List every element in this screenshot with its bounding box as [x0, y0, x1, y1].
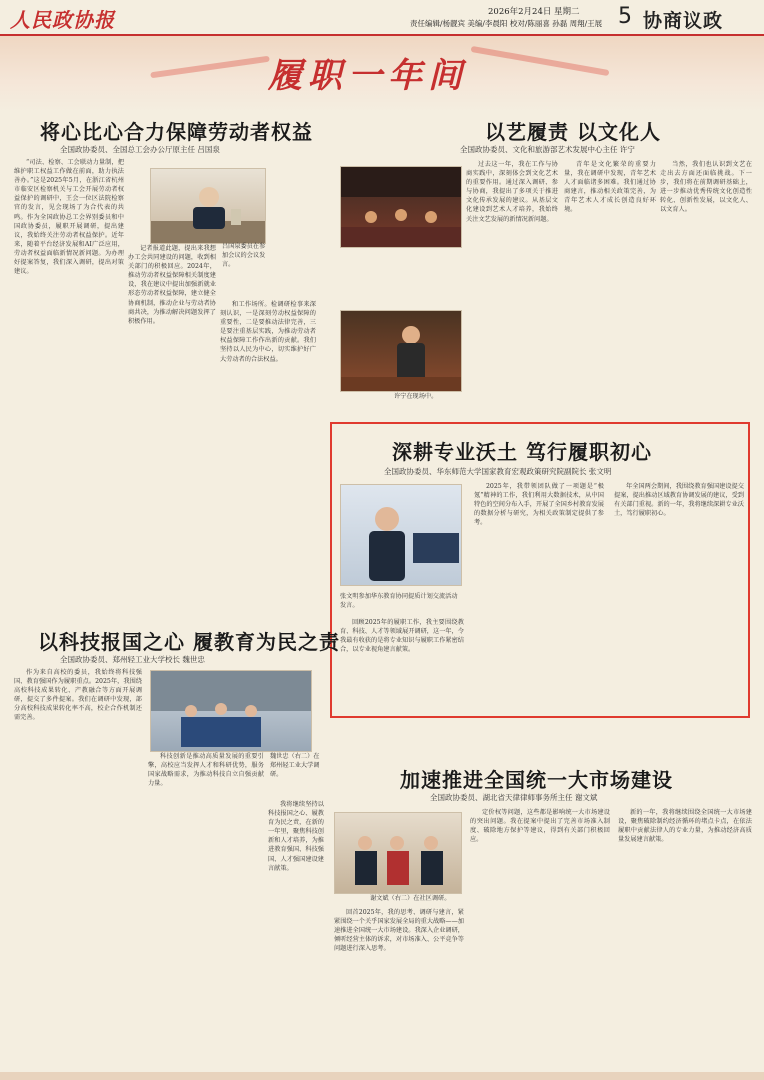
labor-article-byline: 全国政协委员、全国总工会办公厅原主任 吕国泉: [60, 145, 220, 154]
science-article-byline: 全国政协委员、郑州轻工业大学校长 魏世忠: [60, 655, 205, 664]
science-text-col-1: 作为来自高校的委员，我始终将科技强国、教育强国作为履职重点。2025年，我围绕高校科技成果转化、产教融合等方面开展调研，提交了多件提案。我们在调研中发现，部分高校科技成果转化率不高，校企合作机制还需完善。: [14, 669, 142, 722]
feature-text-col-3: 年全国两会期间，我围绕教育强国建设提交提案，提出推动区域教育协调发展的建议，受到有关部门重视。新的一年，我将继续深耕专业沃土，笃行履职初心。: [614, 483, 744, 518]
featured-article-box: [330, 422, 750, 718]
section-title: 协商议政: [643, 10, 724, 32]
page-number: 5: [618, 4, 632, 29]
market-text-col-1: 回首2025年，我的思考、调研与建言，紧紧围绕一个关乎国家发展全局的重大战略——加速推进全国统一大市场建设。我深入企业调研，倾听经营主体的诉求，对市场准入、公平竞争等问题进行深入思考。: [334, 909, 464, 953]
market-text-col-2: 定价权等问题，这些都是影响统一大市场建设的突出问题。我在提案中提出了完善市场准入制度、破除地方保护等建议，得到有关部门积极回应。: [470, 809, 610, 844]
newspaper-logo: 人民政协报: [10, 8, 115, 32]
labor-article-title: 将心比心合力保障劳动者权益: [40, 120, 313, 144]
feature-photo: [340, 484, 462, 586]
science-article-title: 以科技报国之心 履教育为民之责: [38, 630, 340, 654]
masthead: [0, 0, 764, 36]
labor-text-col-3: 和工作场所。检调研检事来深刻认识，一是深刻劳动权益保障的重要性，二是要推动法律完善，三是要注重基层实践，为推动劳动者权益保障工作作出新的贡献。我们坚持以人民为中心，切实维护好广大劳动者的合法权益。: [220, 301, 316, 363]
labor-photo-caption: 吕国泉委员在参加会议的会议发言。: [222, 243, 266, 268]
science-photo-caption: 魏世忠（右二）在郑州轻工业大学调研。: [270, 753, 320, 778]
culture-photo-1: [340, 166, 462, 248]
issue-date: 2026年2月24日 星期二: [488, 7, 580, 17]
feature-article-title: 深耕专业沃土 笃行履职初心: [392, 440, 652, 464]
culture-text-col-3: 当然，我们也认识到文艺在走出去方面还面临挑战。下一步，我们将在前期调研基础上，进一步推动优秀传统文化创造性转化、创新性发展，以文化人、以文育人。: [660, 161, 752, 214]
page-footer-band: [0, 1072, 764, 1080]
feature-photo-caption: 张文明参加华东教育协同提质计划交流活动发言。: [340, 593, 458, 609]
feature-text-col-1: 2025年，我带领团队做了一项题是“极氪”精神的工作，我们利用大数据技术，从中国特色的空间分布入手，开展了全国乡村教育发展的数据分析与研究，为相关政策制定提供了参考。: [474, 483, 604, 527]
banner-title: 履职一年间: [268, 56, 468, 96]
culture-photo-2: [340, 310, 462, 392]
editor-credits: 责任编辑/杨靓宾 美编/李晨阳 校对/陈丽喜 孙磊 周翔/王展: [410, 19, 603, 28]
culture-text-col-1: 过去这一年，我在工作与协商实践中，深刻体会到文化艺术的重要作用。通过深入调研、参与协商，我提出了多项关于推进文化传承发展的建议。从基层文化建设到艺术人才培养，我始终关注文艺发展的新情况新问题。: [466, 161, 558, 223]
culture-photo-caption: 许宁在现场中。: [394, 393, 438, 400]
market-text-col-3: 新的一年，我将继续围绕全国统一大市场建设，聚焦破除制约经济循环的堵点卡点，在依法履职中贡献法律人的专业力量，为推动经济高质量发展建言献策。: [618, 809, 752, 844]
culture-article-title: 以艺履责 以文化人: [485, 120, 661, 144]
market-photo-caption: 谢文斌（右二）在社区调研。: [370, 895, 451, 902]
labor-text-col-1: “司法、检察、工会联动力量制，把维护职工权益工作做在前面，助力执法善办。”这是2025年5月，在浙江省杭州市临安区检察机关与工会开展劳动者权益保护的调研中，王会一位区法院检察官的发言，见会现场了为合代表的共鸣。作为全国政协总工会界别委员和中国政协委员，履职开展调研，提出建议，我始终关注劳动者权益保护。近年来，随着平台经济发展和AI广泛应用，劳动者权益面临新情况新问题。为办理好提案答复，我们深入调研，提出对策建议。: [14, 159, 124, 276]
labor-text-col-2: 记者报道此题，提出来我想办工会共同建设的问题，收到相关部门的积极回应。2024年，推动劳动者权益保障相关制度建设，我在建议中提出加强新就业形态劳动者权益保障，建立健全协商机制，推动企业与劳动者协商共决，为推动解决问题发挥了积极作用。: [128, 245, 216, 325]
science-text-col-2: 科技创新是推动高质量发展的重要引擎，高校应当发挥人才和科研优势，服务国家战略需求，为推动科技自立自强贡献力量。: [148, 753, 264, 788]
science-text-col-3: 我将继续坚持以科技报国之心、履教育为民之责，在新的一年里，聚焦科技创新和人才培养，为推进教育强国、科技强国、人才强国建设建言献策。: [268, 801, 324, 872]
feature-text-col-2: 回顾2025年的履职工作，我主要围绕教育、科技、人才等领域展开调研，这一年，令我最有收获的是将专业知识与履职工作紧密结合，以专业视角建言献策。: [340, 619, 464, 654]
culture-article-byline: 全国政协委员、文化和旅游部艺术发展中心主任 许宁: [460, 145, 635, 154]
market-article-title: 加速推进全国统一大市场建设: [400, 768, 673, 792]
culture-text-col-2: 青年是文化繁荣的重要力量，我在调研中发现，青年艺术人才面临诸多困难。我们通过协商建言，推动相关政策完善，为青年艺术人才成长创造良好环境。: [564, 161, 656, 214]
labor-photo: [150, 168, 266, 244]
feature-article-byline: 全国政协委员、华东师范大学国家教育宏观政策研究院副院长 张文明: [384, 467, 612, 476]
science-photo: [150, 670, 312, 752]
market-photo: [334, 812, 462, 894]
market-article-byline: 全国政协委员、湖北省天律律师事务所主任 谢文斌: [430, 793, 598, 802]
